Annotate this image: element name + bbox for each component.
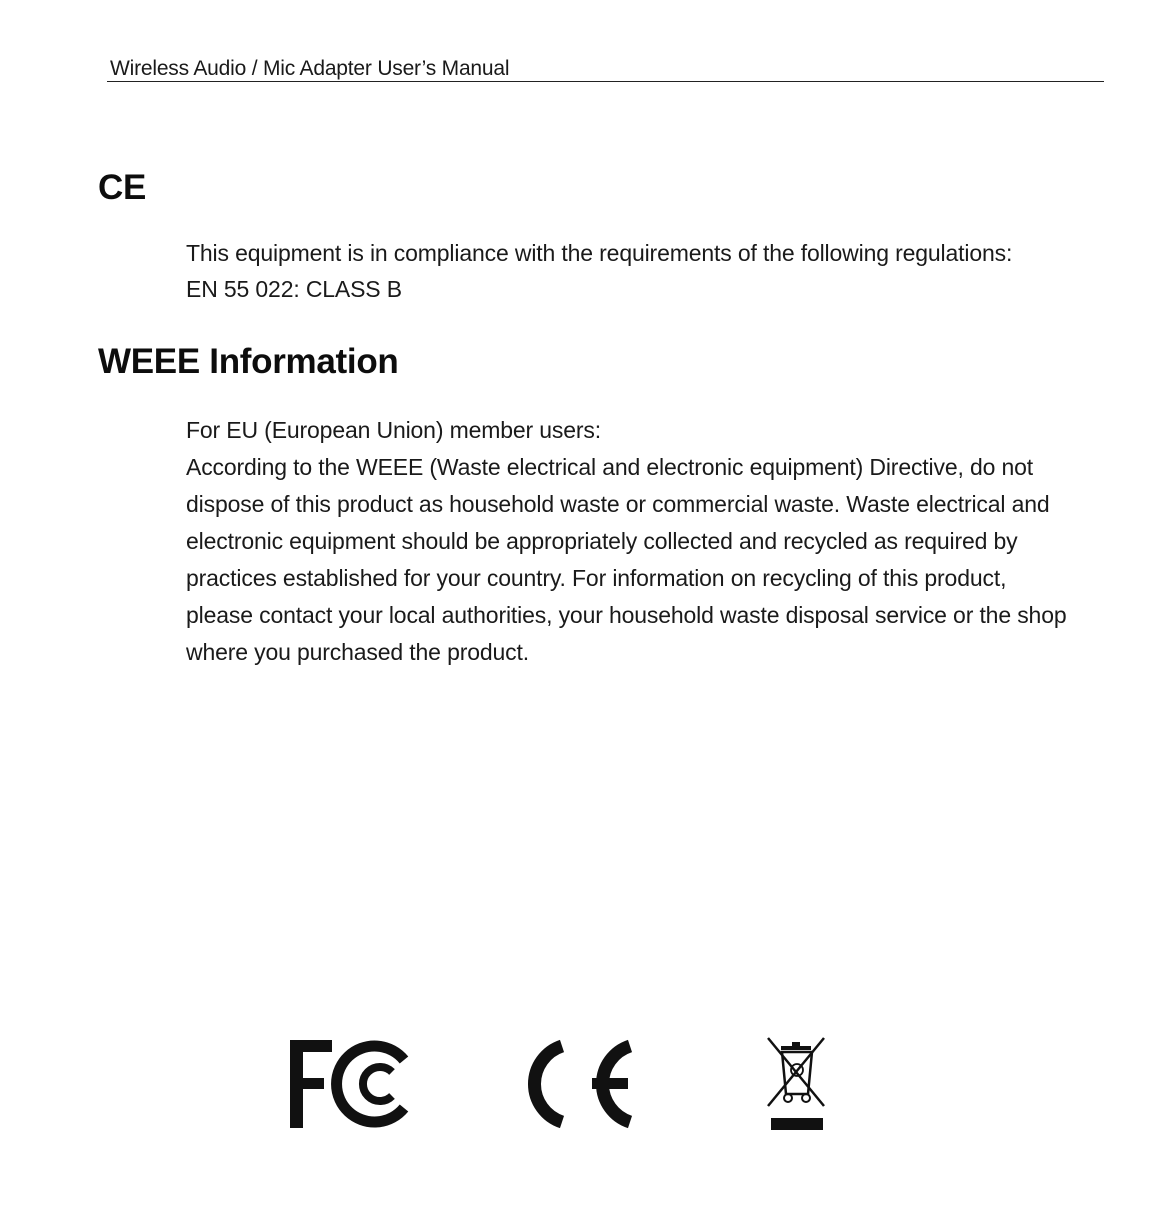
weee-heading: WEEE Information [98, 342, 399, 381]
weee-line-2: According to the WEEE (Waste electrical and electronic equipment) Directive, do not [186, 454, 1034, 480]
running-header [107, 56, 1104, 82]
ce-line-1: This equipment is in compliance with the requirements of the following regulations: [186, 240, 1013, 266]
fc-logo [288, 1036, 412, 1132]
ce-heading: CE [98, 168, 147, 207]
weee-body [186, 417, 1116, 676]
ce-line-2: EN 55 022: CLASS B [186, 276, 402, 302]
weee-line-7: where you purchased the product. [186, 639, 529, 665]
running-header-title: Wireless Audio / Mic Adapter User’s Manual [110, 57, 510, 80]
certification-logos [0, 1030, 1173, 1140]
crossed-out-wheelie-bin-icon [764, 1036, 830, 1136]
weee-line-3: dispose of this product as household waste or commercial waste. Waste electrical and [186, 491, 1050, 517]
weee-line-4: electronic equipment should be appropriately collected and recycled as required by [186, 528, 1018, 554]
ce-logo [516, 1036, 640, 1132]
weee-line-1: For EU (European Union) member users: [186, 417, 601, 443]
ce-body [186, 240, 1116, 312]
weee-line-5: practices established for your country. For information on recycling of this product, [186, 565, 1007, 591]
weee-line-6: please contact your local authorities, your household waste disposal service or the shop [186, 602, 1067, 628]
